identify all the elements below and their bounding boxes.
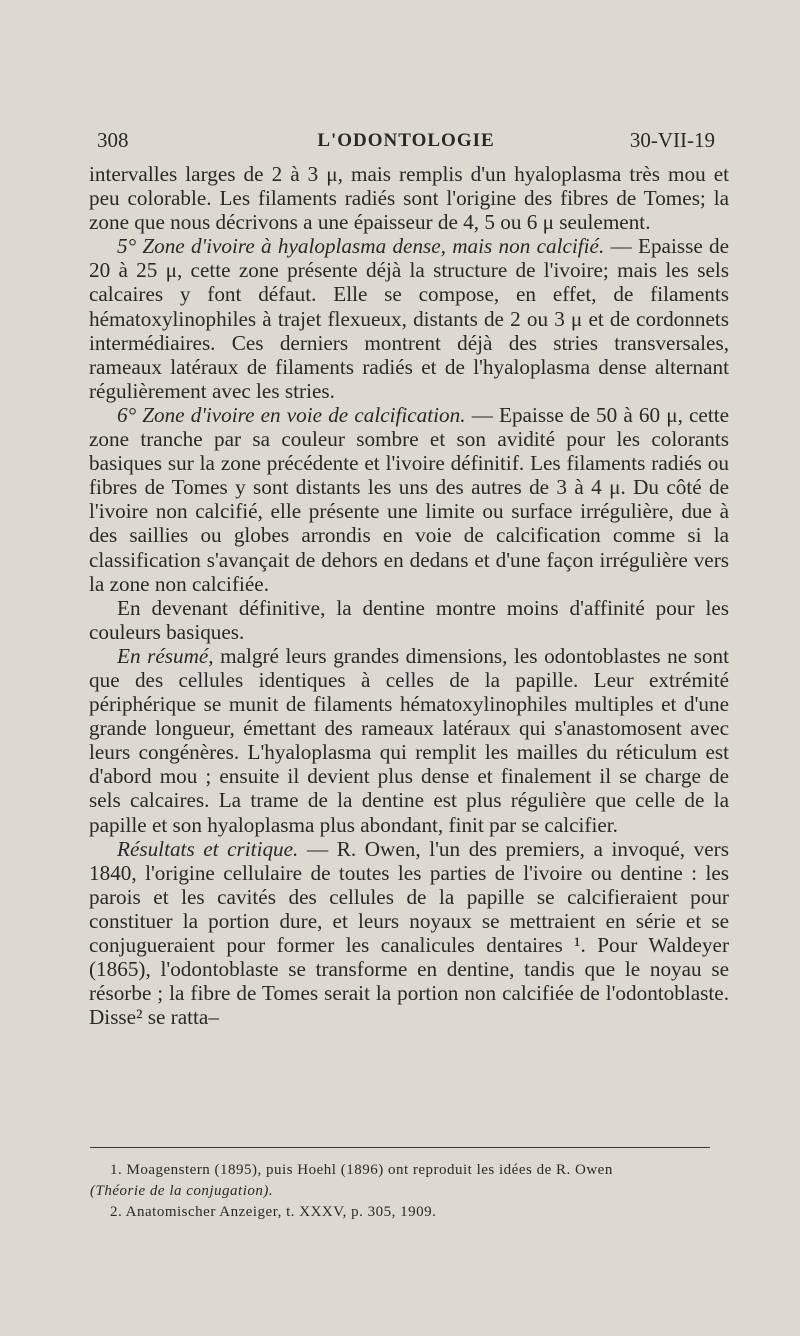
body-text (89, 162, 729, 1029)
zone-6-text: — Epaisse de 50 à 60 μ, cette zone tranche par sa couleur sombre et son avidité pour les colorants basiques sur la zone précédente et l'ivoire définitif. Les filaments radiés ou fibres de Tomes y sont distants les uns des autres de 3 à 4 μ. Du côté de l'ivoire non calcifié, elle présente une limite ou surface irrégulière, due à des saillies ou globes arrondis en voie de calcification comme si la classification s'avançait de dehors en dedans et d'une façon irrégulière vers la zone non calcifiée. (89, 402, 729, 596)
footnote-divider (90, 1147, 710, 1148)
paragraph-summary (89, 644, 729, 837)
paragraph-dentine: En devenant définitive, la dentine montre moins d'affinité pour les couleurs basiques. (89, 595, 729, 644)
footnote-2: 2. Anatomischer Anzeiger, t. XXXV, p. 305, 1909. (110, 1204, 437, 1220)
footnote-1: 1. Moagenstern (1895), puis Hoehl (1896) ont reproduit les idées de R. Owen (110, 1162, 613, 1178)
results-heading: Résultats et critique. (117, 836, 299, 861)
zone-6-heading: 6° Zone d'ivoire en voie de calcification. (117, 402, 466, 427)
issue-date: 30-VII-19 (629, 128, 715, 152)
running-header (97, 128, 715, 158)
zone-5-text: — Epaisse de 20 à 25 μ, cette zone présente déjà la structure de l'ivoire; mais les sels calcaires y font défaut. Elle se compose, en effet, de filaments hématoxylinophiles à trajet flexueux, distants de 2 ou 3 μ et de cordonnets intermédiaires. Ces derniers montrent déjà des stries transversales, rameaux latéraux de filaments radiés et de l'hyaloplasma dense alternant régulièrement avec les stries. (89, 234, 729, 403)
journal-title: L'ODONTOLOGIE (317, 130, 495, 151)
paragraph-results (89, 837, 729, 1030)
summary-heading: En résumé, (117, 643, 214, 668)
footnote-1-continuation: (Théorie de la conjugation). (90, 1183, 274, 1199)
page-number: 308 (97, 128, 129, 152)
paragraph-zone-6 (89, 403, 729, 596)
summary-text: malgré leurs grandes dimensions, les odontoblastes ne sont que des cellules identiques à celles de la papille. Leur extrémité périphérique se munit de filaments hématoxylinophiles multiples et d'une grande longueur, émettant des rameaux latéraux qui s'anastomosent avec leurs congénères. L'hyaloplasma qui remplit les mailles du réticulum est d'abord mou ; ensuite il devient plus dense et finalement il se charge de sels calcaires. La trame de la dentine est plus régulière que celle de la papille et son hyaloplasma plus abondant, finit par se calcifier. (89, 643, 729, 837)
zone-5-heading: 5° Zone d'ivoire à hyaloplasma dense, mais non calcifié. (117, 234, 605, 259)
paragraph-zone-5 (89, 234, 729, 403)
paragraph-1: intervalles larges de 2 à 3 μ, mais remplis d'un hyaloplasma très mou et peu colorable. Les filaments radiés sont l'origine des fibres de Tomes; la zone que nous décrivons a une épaisseur de 4, 5 ou 6 μ seulement. (89, 162, 729, 235)
results-text: — R. Owen, l'un des premiers, a invoqué, vers 1840, l'origine cellulaire de toutes les parties de l'ivoire ou dentine : les parois et les cavités des cellules de la papille se calcifieraient pour constituer la portion dure, et leurs noyaux se mettraient en série et se conjugueraient pour former les canalicules dentaires ¹. Pour Waldeyer (1865), l'odontoblaste se transforme en dentine, tandis que le noyau se résorbe ; la fibre de Tomes serait la portion non calcifiée de l'odontoblaste. Disse² se ratta– (89, 836, 729, 1030)
footnotes (90, 1160, 728, 1223)
